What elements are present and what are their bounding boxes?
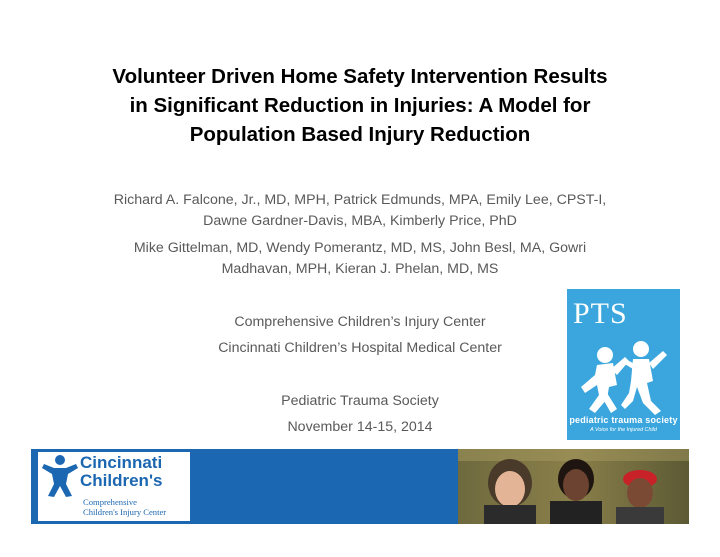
- author-line: Madhavan, MPH, Kieran J. Phelan, MD, MS: [221, 261, 499, 277]
- cch-logo-subtitle: Comprehensive Children's Injury Center: [83, 497, 167, 517]
- affiliation-hospital: Cincinnati Children’s Hospital Medical Center: [218, 340, 502, 356]
- title-line-2: in Significant Reduction in Injuries: A Model for: [129, 94, 591, 117]
- cch-logo-name: Cincinnati Children's: [80, 453, 163, 490]
- teenagers-photo: [458, 449, 689, 524]
- slide-title: [60, 62, 660, 149]
- event-date: November 14-15, 2014: [287, 419, 433, 435]
- author-line: Richard A. Falcone, Jr., MD, MPH, Patrick Edmunds, MPA, Emily Lee, CPST-I,: [113, 192, 607, 208]
- child-figure-icon: [40, 454, 80, 498]
- title-line-1: Volunteer Driven Home Safety Intervention Results: [112, 65, 608, 88]
- author-list: [60, 190, 660, 280]
- pts-logo-name: pediatric trauma society: [569, 415, 678, 425]
- event-name: Pediatric Trauma Society: [281, 393, 439, 409]
- author-line: Dawne Gardner-Davis, MBA, Kimberly Price, PhD: [203, 213, 517, 229]
- pts-logo-letters: PTS: [573, 297, 628, 330]
- pts-logo: [567, 289, 680, 440]
- title-line-3: Population Based Injury Reduction: [189, 123, 531, 146]
- cincinnati-childrens-logo: [38, 452, 190, 521]
- affiliation-center: Comprehensive Children’s Injury Center: [234, 314, 486, 330]
- event-info: [100, 388, 620, 440]
- affiliation: [100, 309, 620, 361]
- pts-logo-tagline: A Voice for the Injured Child: [590, 427, 657, 433]
- author-line: Mike Gittelman, MD, Wendy Pomerantz, MD, MS, John Besl, MA, Gowri: [133, 240, 587, 256]
